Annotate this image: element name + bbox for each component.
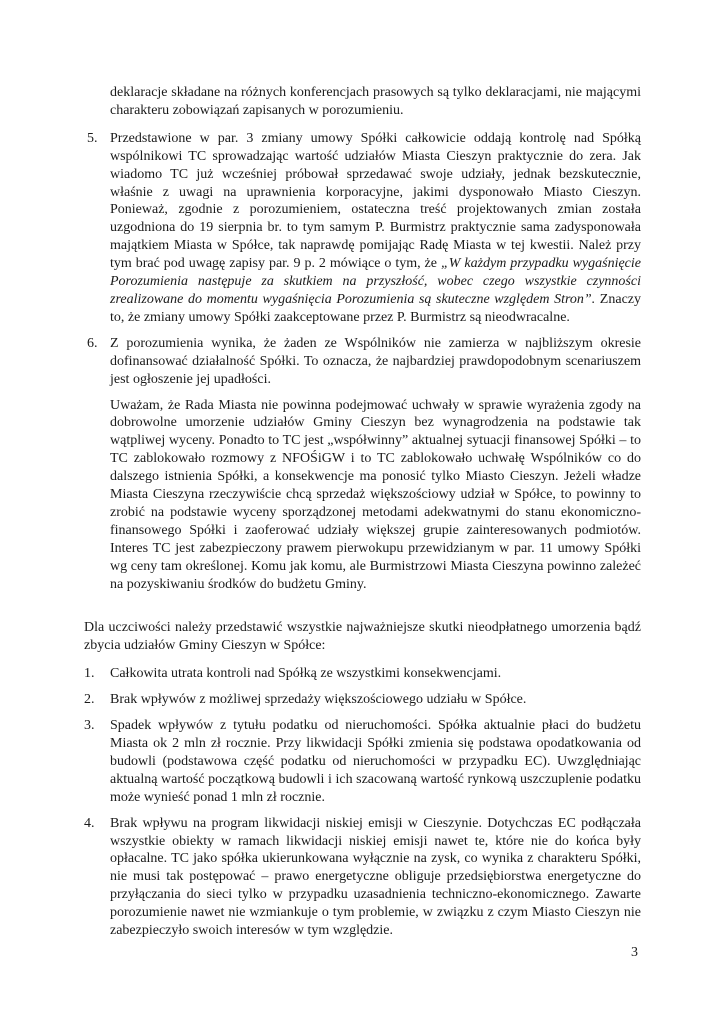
list-item-number: 4. [84, 815, 95, 831]
list-item-1 [84, 665, 641, 683]
list-item-number: 6. [87, 335, 98, 351]
list-item-text [110, 130, 641, 327]
list-item-text: Całkowita utrata kontroli nad Spółką ze wszystkimi konsekwencjami. [110, 666, 502, 682]
list-item-4 [84, 815, 641, 940]
list-item-text: Brak wpływów z możliwej sprzedaży większościowego udziału w Spółce. [110, 692, 527, 708]
list-item-number: 2. [84, 692, 95, 708]
paragraph-effects-intro: Dla uczciwości należy przedstawić wszystkie najważniejsze skutki nieodpłatnego umorzenia bądź zbycia udziałów Gminy Cieszyn w Spółce: [84, 620, 641, 654]
list-item-6 [84, 335, 641, 389]
paragraph-continuation: deklaracje składane na różnych konferencjach prasowych są tylko deklaracjami, nie mającymi charakteru zobowiązań zapisanych w porozumieniu. [110, 85, 641, 118]
list-item-text: Brak wpływu na program likwidacji niskiej emisji w Cieszynie. Dotychczas EC podłączała wszystkie obiekty w ramach likwidacji niskiej emisji nawet te, które nie do końca były opłacalne. TC jako spółka ukierunkowana wyłącznie na zysk, co wynika z charakteru Spółki, nie musi tak postępować – prawo energetyczne obliguje przedsiębiorstwa energetyczne do przyłączania do sieci tylko w przypadku uzasadnienia techniczno-ekonomicznego. Zawarte porozumienie nawet nie wzmiankuje o tym problemie, w związku z czym Miasto Cieszyn nie zabezpieczyło swoich interesów w tym względzie. [110, 815, 641, 939]
paragraph-opinion: Uważam, że Rada Miasta nie powinna podejmować uchwały w sprawie wyrażenia zgody na dobrowolne umorzenie udziałów Gminy Cieszyn bez wynagrodzenia na podstawie tak wątpliwej wyceny. Ponadto to TC jest „współwinny” aktualnej sytuacji finansowej Spółki – to TC zablokowało rozmowy z NFOŚiGW i to TC zablokowało uchwałę Wspólników co do dalszego istnienia Spółki, a konsekwencje ma ponosić tylko Miasto Cieszyn. Jeżeli władze Miasta Cieszyna rzeczywiście chcą sprzedaż większościowy udział w Spółce, to powinny to zrobić na podstawie wyceny sporządzonej metodami adekwatnymi do stanu ekonomiczno-finansowego Spółki i zaoferować udziały większej grupie zainteresowanych podmiotów. Interes TC jest zabezpieczony prawem pierwokupu przewidzianym w par. 11 umowy Spółki wg ceny tam określonej. Komu jak komu, ale Burmistrzowi Miasta Cieszyna powinno zależeć na pozyskiwaniu środków do budżetu Gminy. [110, 397, 641, 592]
list-item-3 [84, 717, 641, 807]
list-item-5 [84, 130, 641, 327]
item5-text-before-quote: Przedstawione w par. 3 zmiany umowy Spółki całkowicie oddają kontrolę nad Spółką wspólnikowi TC sprowadzając wartość udziałów Miasta Cieszyn praktycznie do zera. Jak wiadomo TC już wcześniej próbował sprzedawać swoje udziały, jednak bezskutecznie, właśnie z uwagi na uprawnienia korporacyjne, jakimi dysponowało Miasto Cieszyn. Ponieważ, zgodnie z porozumieniem, ostateczna treść projektowanych zmian została uzgodniona do 19 sierpnia br. to tym samym P. Burmistrz praktycznie sama zadysponowała majątkiem Miasta w Spółce, tak naprawdę pomijając Radę Miasta w tej kwestii. Należ przy tym brać pod uwagę zapisy par. 9 p. 2 mówiące o tym, że [110, 130, 641, 272]
list-item-number: 5. [87, 130, 98, 146]
list-item-text: Spadek wpływów z tytułu podatku od nieruchomości. Spółka aktualnie płaci do budżetu Miasta ok 2 mln zł rocznie. Przy likwidacji Spółki zmienia się podstawa opodatkowania od budowli (podstawowa część podatku od nieruchomości w przypadku EC). Uwzględniając aktualną wartość początkową budowli i ich szacowaną wartość rynkową uszczuplenie podatku może wynieść ponad 1 mln zł rocznie. [110, 718, 641, 805]
item5-text-after-quote: Znaczy to, że zmiany umowy Spółki zaakceptowane przez P. Burmistrz są nieodwracalne. [110, 291, 642, 325]
list-item-2 [84, 691, 641, 709]
list-item-number: 1. [84, 666, 95, 682]
item5-italic-quote: „W każdym przypadku wygaśnięcie Porozumienia następuje za skutkiem na przyszłość, wobec czego wszystkie czynności zrealizowane do momentu wygaśnięcia Porozumienia są skuteczne względem Stron”. [110, 256, 642, 307]
document-content [84, 84, 641, 940]
list-item-text: Z porozumienia wynika, że żaden ze Wspólników nie zamierza w najbliższym okresie dofinansować działalność Spółki. To oznacza, że najbardziej prawdopodobnym scenariuszem jest ogłoszenie jej upadłości. [110, 335, 641, 387]
list-item-number: 3. [84, 718, 95, 734]
page-number: 3 [631, 945, 638, 960]
